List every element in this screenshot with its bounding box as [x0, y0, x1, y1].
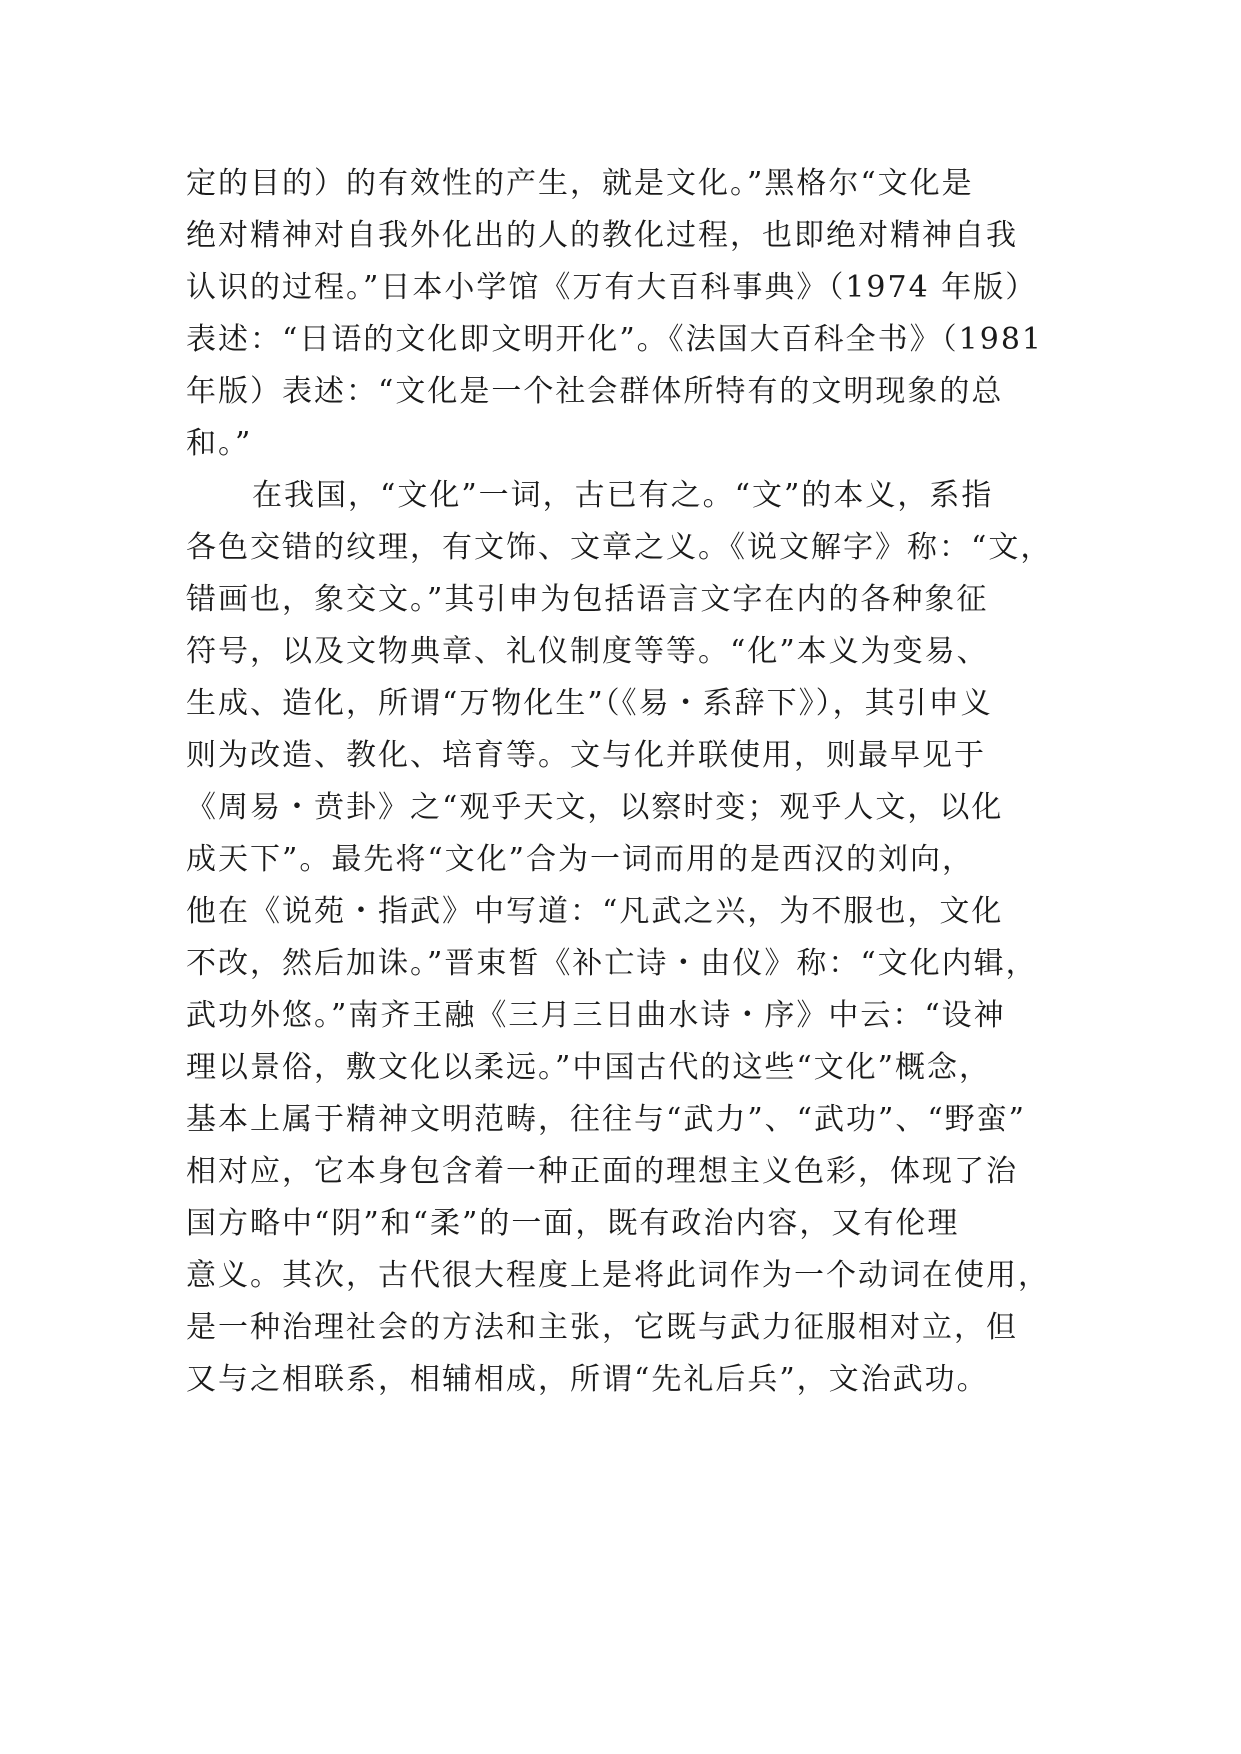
text-line: 相对应，它本身包含着一种正面的理想主义色彩，体现了治 — [186, 1154, 1018, 1189]
text-line: 理以景俗，敷文化以柔远。”中国古代的这些“文化”概念， — [186, 1050, 992, 1085]
text-line: 成天下”。最先将“文化”合为一词而用的是西汉的刘向， — [186, 842, 975, 877]
text-line: 他在《说苑・指武》中写道：“凡武之兴，为不服也，文化 — [186, 894, 1004, 929]
text-line: 表述：“日语的文化即文明开化”。《法国大百科全书》（1981 — [186, 322, 1044, 357]
text-line: 在我国，“文化”一词，古已有之。“文”的本义，系指 — [252, 478, 994, 513]
text-line: 和。” — [186, 426, 253, 461]
text-line: 意义。其次，古代很大程度上是将此词作为一个动词在使用， — [186, 1258, 1050, 1293]
text-line: 又与之相联系，相辅相成，所谓“先礼后兵”，文治武功。 — [186, 1362, 989, 1397]
text-line: 《周易・贲卦》之“观乎天文，以察时变；观乎人文，以化 — [186, 790, 1004, 825]
text-line: 各色交错的纹理，有文饰、文章之义。《说文解字》称：“文， — [186, 530, 1053, 565]
paragraph-1 — [186, 158, 1066, 470]
text-line: 年版）表述：“文化是一个社会群体所特有的文明现象的总 — [186, 374, 1004, 409]
text-line: 基本上属于精神文明范畴，往往与“武力”、“武功”、“野蛮” — [186, 1102, 1027, 1137]
text-line: 符号，以及文物典章、礼仪制度等等。“化”本义为变易、 — [186, 634, 989, 669]
text-line: 认识的过程。”日本小学馆《万有大百科事典》（1974 年版） — [186, 270, 1038, 305]
text-line: 定的目的）的有效性的产生，就是文化。”黑格尔“文化是 — [186, 166, 974, 201]
text-line: 国方略中“阴”和“柔”的一面，既有政治内容，又有伦理 — [186, 1206, 960, 1241]
body-text — [186, 158, 1066, 1406]
text-line: 绝对精神对自我外化出的人的教化过程，也即绝对精神自我 — [186, 218, 1018, 253]
text-line: 武功外悠。”南齐王融《三月三日曲水诗・序》中云：“设神 — [186, 998, 1006, 1033]
text-line: 不改，然后加诛。”晋束皙《补亡诗・由仪》称：“文化内辑， — [186, 946, 1038, 981]
paragraph-2 — [186, 470, 1066, 1406]
text-line: 则为改造、教化、培育等。文与化并联使用，则最早见于 — [186, 738, 986, 773]
text-line: 错画也，象交文。”其引申为包括语言文字在内的各种象征 — [186, 582, 989, 617]
text-line: 生成、造化，所谓“万物化生”（《易・系辞下》），其引申义 — [186, 686, 993, 721]
text-line: 是一种治理社会的方法和主张，它既与武力征服相对立，但 — [186, 1310, 1018, 1345]
